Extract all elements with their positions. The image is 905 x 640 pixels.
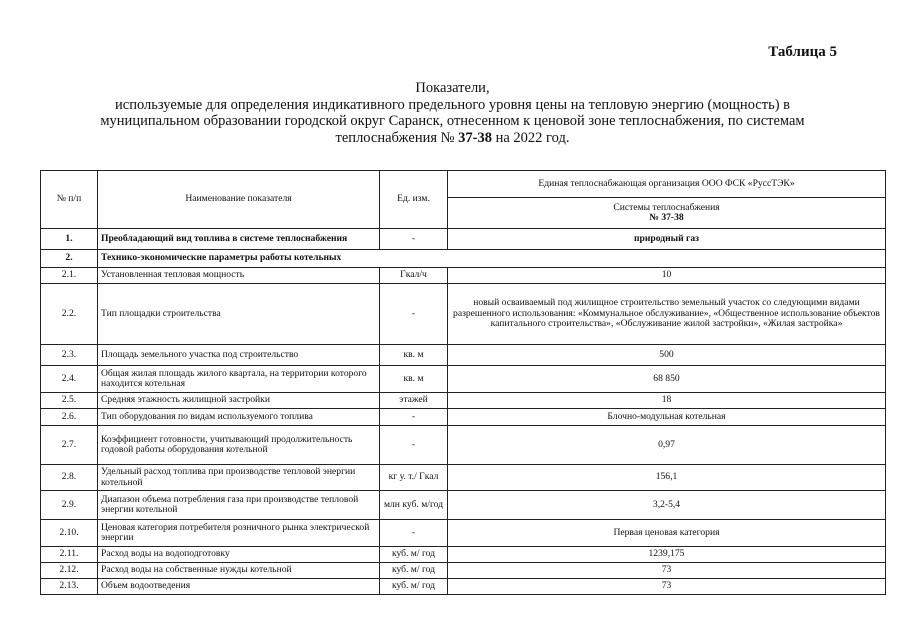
header-num: № п/п xyxy=(41,171,98,229)
header-unit: Ед. изм. xyxy=(380,171,448,229)
indicator-name: Ценовая категория потребителя розничного рынка электрической энергии xyxy=(98,520,380,547)
indicator-name: Удельный расход топлива при производстве тепловой энергии котельной xyxy=(98,465,380,491)
table-row xyxy=(41,426,886,465)
heading-line-3: муниципальном образовании городской округ Саранск, отнесенном к ценовой зоне теплоснабжения, по системам xyxy=(100,113,805,129)
value-cell: Первая ценовая категория xyxy=(448,520,886,547)
heading-line-4-prefix: теплоснабжения № xyxy=(335,129,459,146)
header-systems-label: Системы теплоснабжения xyxy=(613,201,720,213)
table-row xyxy=(41,268,886,284)
indicator-name: Площадь земельного участка под строительство xyxy=(98,345,380,366)
row-number: 1. xyxy=(41,229,98,250)
heading-system-number: 37-38 xyxy=(458,129,492,146)
table-row xyxy=(41,250,886,268)
unit-cell: куб. м/ год xyxy=(380,563,448,579)
table-row xyxy=(41,393,886,409)
table-row xyxy=(41,547,886,563)
row-number: 2.7. xyxy=(41,426,98,465)
table-row xyxy=(41,229,886,250)
value-cell: 156,1 xyxy=(448,465,886,491)
unit-cell: - xyxy=(380,284,448,345)
table-row xyxy=(41,491,886,520)
unit-cell: кг у. т./ Гкал xyxy=(380,465,448,491)
heading-line-1: Показатели, xyxy=(415,80,490,96)
indicator-name: Расход воды на водоподготовку xyxy=(98,547,380,563)
row-number: 2.9. xyxy=(41,491,98,520)
value-cell: 73 xyxy=(448,563,886,579)
value-cell: Блочно-модульная котельная xyxy=(448,409,886,426)
table-header-row xyxy=(41,171,886,198)
value-cell: 18 xyxy=(448,393,886,409)
unit-cell: кв. м xyxy=(380,345,448,366)
indicator-name: Диапазон объема потребления газа при производстве тепловой энергии котельной xyxy=(98,491,380,520)
table-row xyxy=(41,284,886,345)
value-cell: 68 850 xyxy=(448,366,886,393)
heading-line-2: используемые для определения индикативного предельного уровня цены на тепловую энергию (мощность) в xyxy=(115,96,790,113)
value-cell: 10 xyxy=(448,268,886,284)
table-row xyxy=(41,345,886,366)
unit-cell: этажей xyxy=(380,393,448,409)
indicator-name: Средняя этажность жилищной застройки xyxy=(98,393,380,409)
table-number-label: Таблица 5 xyxy=(768,44,837,60)
indicator-name: Расход воды на собственные нужды котельной xyxy=(98,563,380,579)
unit-cell: - xyxy=(380,229,448,250)
value-cell: 0,97 xyxy=(448,426,886,465)
indicator-name: Объем водоотведения xyxy=(98,579,380,595)
indicator-name: Общая жилая площадь жилого квартала, на территории которого находится котельная xyxy=(98,366,380,393)
row-number: 2.12. xyxy=(41,563,98,579)
table-row xyxy=(41,579,886,595)
row-number: 2.11. xyxy=(41,547,98,563)
unit-cell: млн куб. м/год xyxy=(380,491,448,520)
value-cell: 500 xyxy=(448,345,886,366)
row-number: 2.1. xyxy=(41,268,98,284)
table-row xyxy=(41,563,886,579)
table-row xyxy=(41,465,886,491)
value-cell: 1239,175 xyxy=(448,547,886,563)
unit-cell: кв. м xyxy=(380,366,448,393)
indicator-name: Установленная тепловая мощность xyxy=(98,268,380,284)
row-number: 2.5. xyxy=(41,393,98,409)
table-row xyxy=(41,409,886,426)
unit-cell: - xyxy=(380,520,448,547)
row-number: 2.13. xyxy=(41,579,98,595)
indicator-name: Тип оборудования по видам используемого топлива xyxy=(98,409,380,426)
value-cell: 3,2-5,4 xyxy=(448,491,886,520)
unit-cell: куб. м/ год xyxy=(380,579,448,595)
row-number: 2.10. xyxy=(41,520,98,547)
row-number: 2.2. xyxy=(41,284,98,345)
table-row xyxy=(41,366,886,393)
row-number: 2.4. xyxy=(41,366,98,393)
heading-line-4-suffix: на 2022 год. xyxy=(491,129,570,146)
unit-cell: Гкал/ч xyxy=(380,268,448,284)
unit-cell: - xyxy=(380,409,448,426)
header-systems xyxy=(448,198,886,229)
section-title: Технико-экономические параметры работы котельных xyxy=(98,250,886,268)
unit-cell: - xyxy=(380,426,448,465)
row-number: 2.8. xyxy=(41,465,98,491)
document-heading xyxy=(40,80,865,146)
value-cell: природный газ xyxy=(448,229,886,250)
indicator-name: Коэффициент готовности, учитывающий продолжительность годовой работы оборудования котельной xyxy=(98,426,380,465)
heading-line-4 xyxy=(40,130,865,147)
row-number: 2. xyxy=(41,250,98,268)
indicators-table xyxy=(40,170,886,595)
table-row xyxy=(41,520,886,547)
indicator-name: Тип площадки строительства xyxy=(98,284,380,345)
row-number: 2.6. xyxy=(41,409,98,426)
unit-cell: куб. м/ год xyxy=(380,547,448,563)
value-cell: 73 xyxy=(448,579,886,595)
row-number: 2.3. xyxy=(41,345,98,366)
header-name: Наименование показателя xyxy=(98,171,380,229)
header-organization: Единая теплоснабжающая организация ООО ФСК «РуссТЭК» xyxy=(448,171,886,198)
value-cell: новый осваиваемый под жилищное строительство земельный участок со следующими видами разрешенного использования: «Коммунальное обслуживание», «Общественное использование объектов капитального строительства», «Обслуживание жилой застройки», «Жилая застройка» xyxy=(448,284,886,345)
header-systems-number: № 37-38 xyxy=(649,212,684,223)
indicator-name: Преобладающий вид топлива в системе теплоснабжения xyxy=(98,229,380,250)
